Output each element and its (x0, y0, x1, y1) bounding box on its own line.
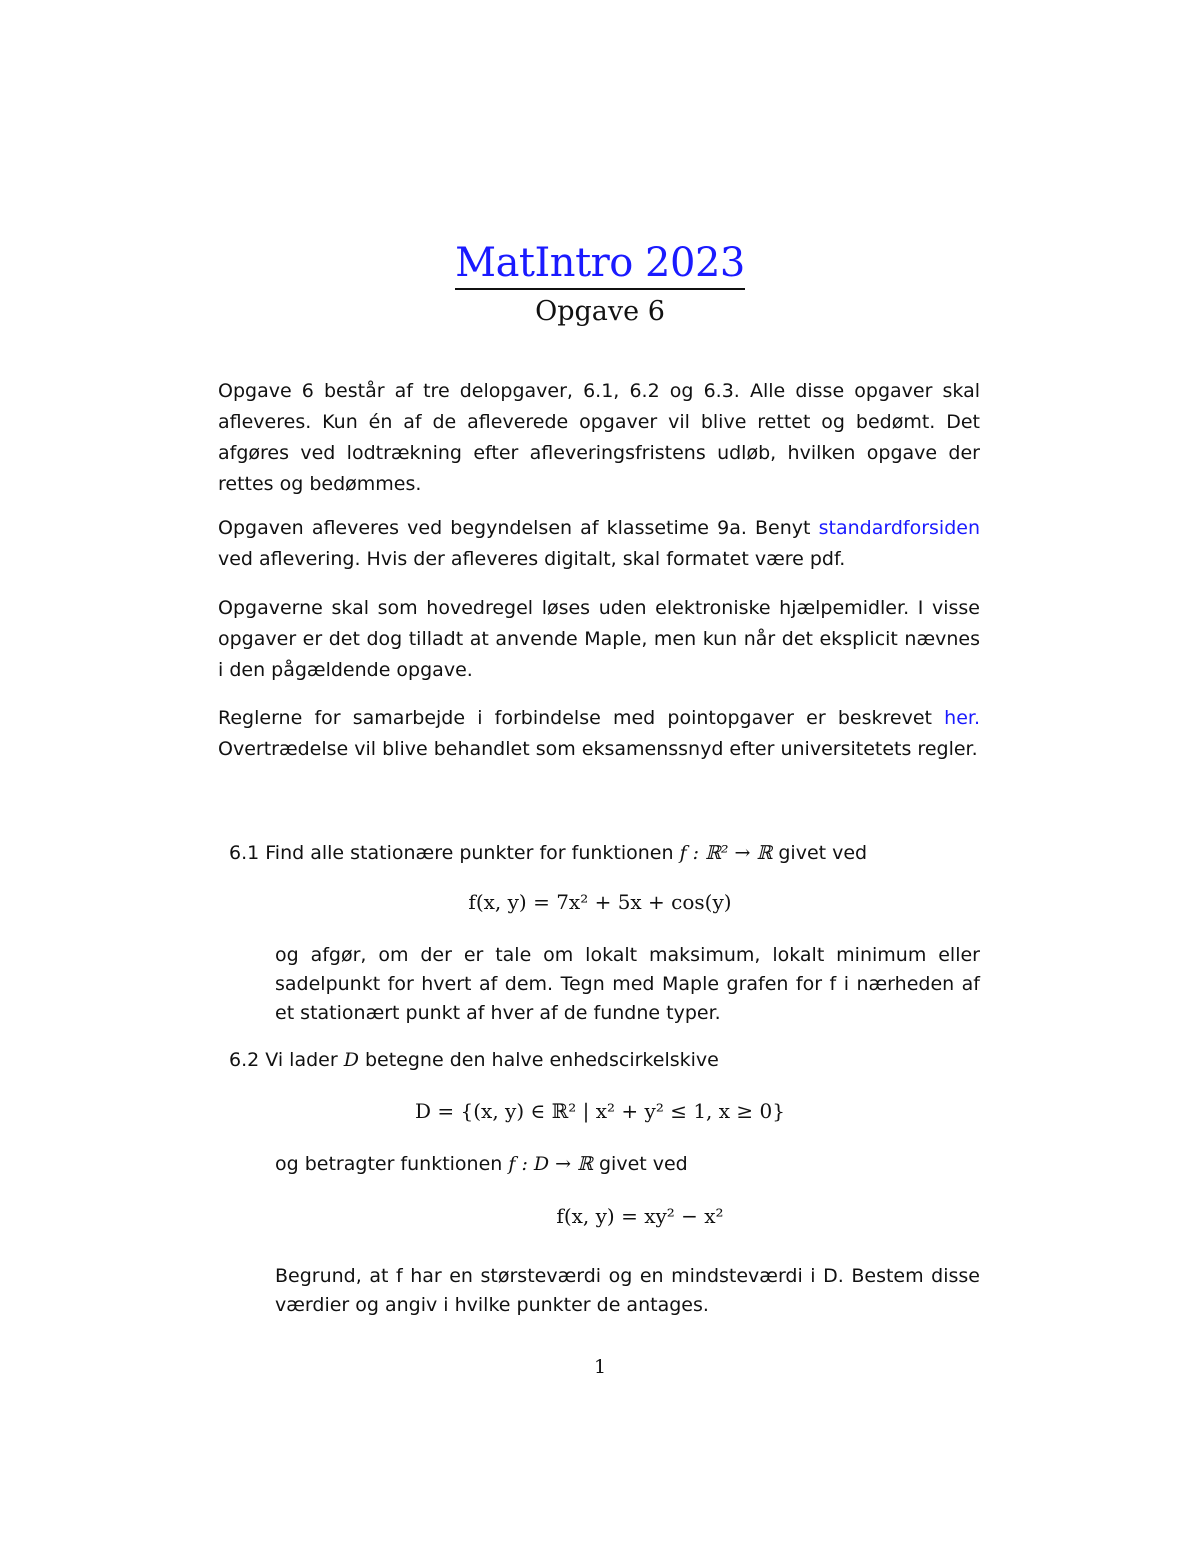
intro-p2-text-before: Opgaven afleveres ved begyndelsen af klassetime 9a. Benyt (218, 517, 819, 539)
intro-p4-text-after: Overtrædelse vil blive behandlet som eksamenssnyd efter universitetets regler. (218, 738, 978, 760)
task-6-1-body: og afgør, om der er tale om lokalt maksimum, lokalt minimum eller sadelpunkt for hvert af dem. Tegn med Maple grafen for f i nærheden af et stationært punkt af hver af de fundne typer. (275, 944, 980, 1024)
task-6-2-line2-math: f : D → ℝ (508, 1153, 593, 1175)
page-number: 1 (593, 1356, 607, 1378)
document-title-link[interactable]: MatIntro 2023 (455, 240, 745, 290)
task-6-2-number: 6.2 (229, 1049, 260, 1071)
task-6-1-lead: Find alle stationære punkter for funktionen (265, 842, 674, 864)
task-6-2-lead-math: D (343, 1049, 359, 1071)
task-6-2-lead-end: betegne den halve enhedscirkelskive (364, 1049, 719, 1071)
task-6-2-body: Begrund, at f har en størsteværdi og en mindsteværdi i D. Bestem disse værdier og angiv i hvilke punkter de antages. (275, 1265, 980, 1316)
task-6-2-heading (229, 1045, 719, 1076)
collaboration-rules-link[interactable]: her. (944, 707, 980, 729)
task-6-2-formula: f(x, y) = xy² − x² (556, 1204, 724, 1228)
task-6-1-formula: f(x, y) = 7x² + 5x + cos(y) (468, 890, 732, 914)
standardforside-link[interactable]: standardforsiden (818, 517, 980, 539)
task-6-2-lead: Vi lader (265, 1049, 338, 1071)
intro-paragraph-2 (218, 513, 980, 575)
task-6-1-lead-end: givet ved (778, 842, 868, 864)
task-6-1-number: 6.1 (229, 842, 260, 864)
document-title-wrap (0, 240, 1200, 286)
task-6-2-line2 (275, 1149, 688, 1180)
document-subtitle: Opgave 6 (535, 296, 665, 327)
intro-paragraph-1: Opgave 6 består af tre delopgaver, 6.1, 6.2 og 6.3. Alle disse opgaver skal afleveres. Kun én af de afleverede opgaver vil blive rettet og bedømt. Det afgøres ved lodtrækning efter afleveringsfristens udløb, hvilken opgave der rettes og bedømmes. (218, 380, 980, 495)
intro-paragraph-4 (218, 703, 980, 765)
intro-paragraph-3: Opgaverne skal som hovedregel løses uden elektroniske hjælpemidler. I visse opgaver er det dog tilladt at anvende Maple, men kun når det eksplicit nævnes i den pågældende opgave. (218, 597, 980, 681)
intro-p4-text-before: Reglerne for samarbejde i forbindelse med pointopgaver er beskrevet (218, 707, 945, 729)
task-6-1-heading (229, 838, 867, 869)
task-6-2-set-formula: D = {(x, y) ∈ ℝ² | x² + y² ≤ 1, x ≥ 0} (415, 1099, 785, 1123)
task-6-2-line2-before: og betragter funktionen (275, 1153, 503, 1175)
task-6-2-line2-after: givet ved (598, 1153, 688, 1175)
task-6-1-lead-math: f : ℝ² → ℝ (679, 842, 773, 864)
intro-p2-text-after: ved aflevering. Hvis der afleveres digitalt, skal formatet være pdf. (218, 548, 846, 570)
